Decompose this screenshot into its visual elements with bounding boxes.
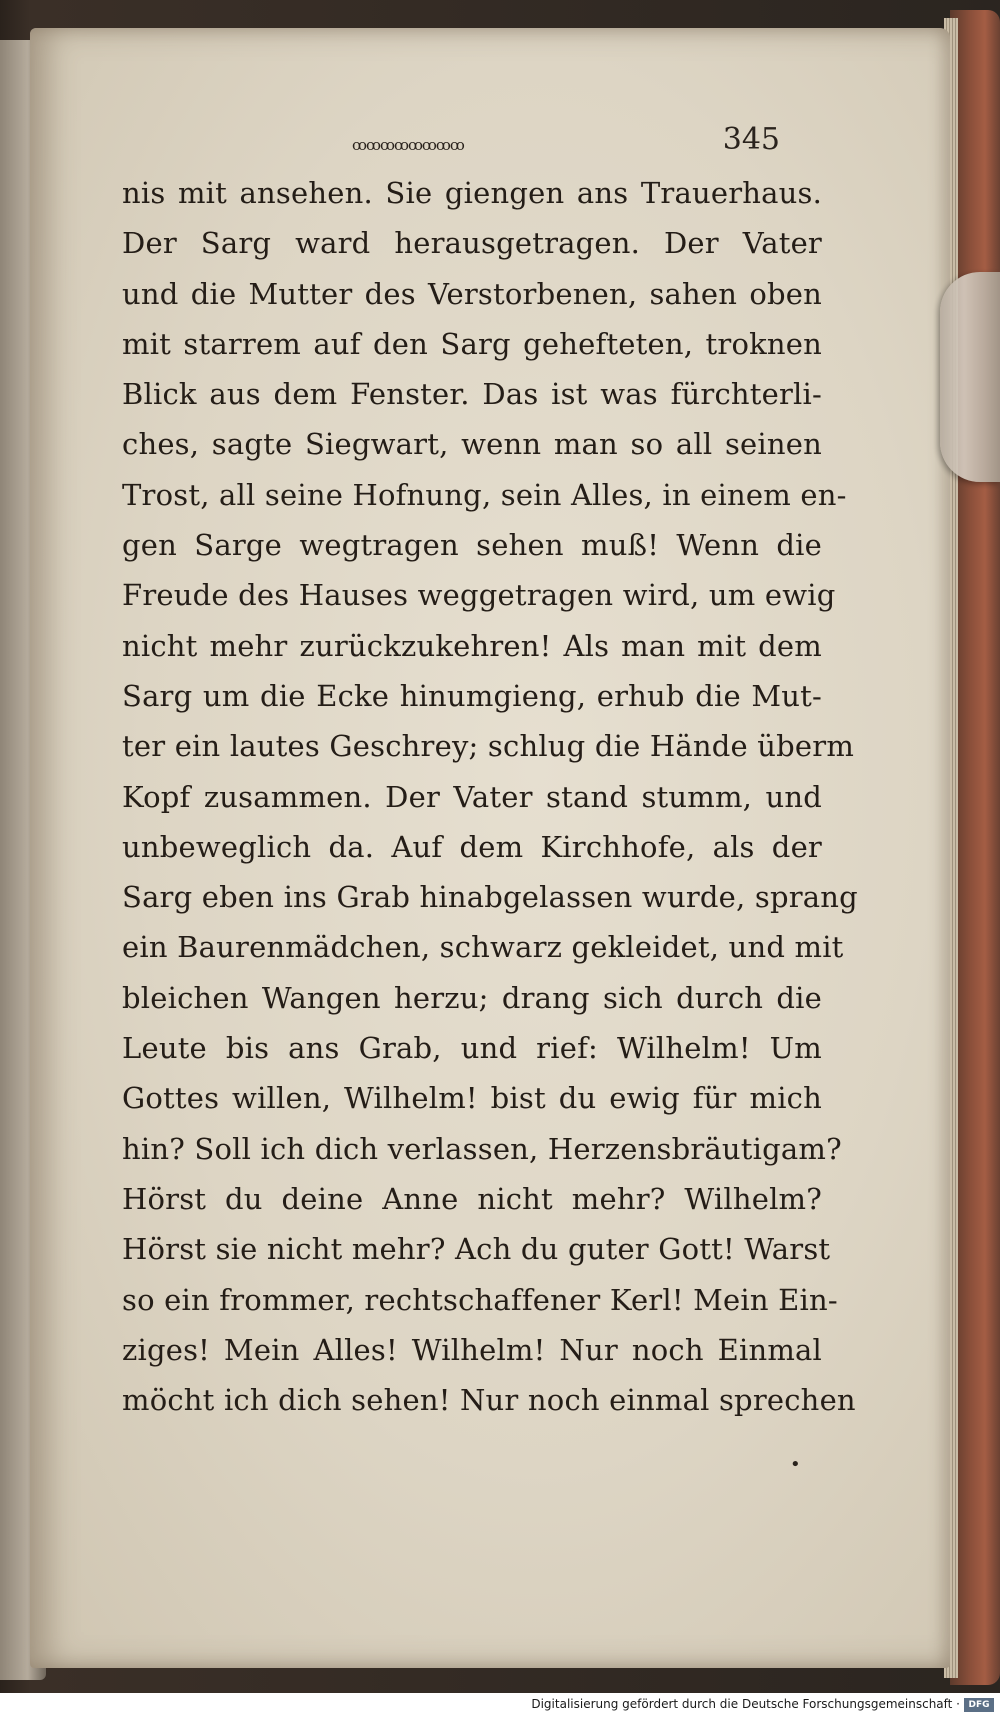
- text-line: hin? Soll ich dich verlassen, Herzensbräutigam?: [122, 1131, 842, 1166]
- text-line: ziges! Mein Alles! Wilhelm! Nur noch Einmal: [122, 1332, 822, 1367]
- text-line: so ein frommer, rechtschaffener Kerl! Mein Ein-: [122, 1282, 838, 1317]
- footer-bar: [0, 1693, 1000, 1719]
- catchmark: •: [790, 1454, 801, 1475]
- text-line: Hörst du deine Anne nicht mehr? Wilhelm?: [122, 1181, 822, 1216]
- page-header: [352, 122, 822, 162]
- text-line: Blick aus dem Fenster. Das ist was fürchterli-: [122, 377, 822, 412]
- text-line: Kopf zusammen. Der Vater stand stumm, und: [122, 779, 822, 814]
- text-line: Freude des Hauses weggetragen wird, um ewig: [122, 578, 836, 613]
- footer-credit: Digitalisierung gefördert durch die Deutsche Forschungsgemeinschaft ·: [531, 1697, 960, 1711]
- text-line: ches, sagte Siegwart, wenn man so all seinen: [122, 427, 822, 462]
- text-line: bleichen Wangen herzu; drang sich durch die: [122, 980, 822, 1015]
- text-line: gen Sarge wegtragen sehen muß! Wenn die: [122, 528, 822, 563]
- text-line: Leute bis ans Grab, und rief: Wilhelm! Um: [122, 1031, 822, 1066]
- text-line: Trost, all seine Hofnung, sein Alles, in einem en-: [122, 477, 847, 512]
- text-line: nicht mehr zurückzukehren! Als man mit dem: [122, 628, 822, 663]
- body-text: [122, 168, 858, 1425]
- text-line: nis mit ansehen. Sie giengen ans Trauerhaus.: [122, 176, 822, 210]
- text-line: unbeweglich da. Auf dem Kirchhofe, als der: [122, 829, 822, 864]
- text-line: Der Sarg ward herausgetragen. Der Vater: [122, 226, 822, 261]
- text-line: möcht ich dich sehen! Nur noch einmal sprechen: [122, 1383, 856, 1418]
- text-line: Sarg eben ins Grab hinabgelassen wurde, sprang: [122, 880, 858, 915]
- header-ornament: [352, 136, 552, 154]
- text-line: Hörst sie nicht mehr? Ach du guter Gott! Warst: [122, 1232, 831, 1267]
- text-line: ein Baurenmädchen, schwarz gekleidet, und mit: [122, 930, 844, 965]
- ornament-glyphs: ꝏꝏꝏꝏꝏꝏꝏꝏ: [352, 136, 464, 154]
- text-line: und die Mutter des Verstorbenen, sahen oben: [122, 276, 822, 311]
- dfg-logo: DFG: [964, 1698, 994, 1712]
- text-line: ter ein lautes Geschrey; schlug die Hände überm: [122, 729, 855, 764]
- page-clip: [940, 272, 1000, 482]
- text-line: Sarg um die Ecke hinumgieng, erhub die Mut-: [122, 678, 822, 713]
- text-line: mit starrem auf den Sarg gehefteten, troknen: [122, 326, 822, 361]
- page-number: 345: [722, 122, 780, 157]
- text-line: Gottes willen, Wilhelm! bist du ewig für mich: [122, 1081, 822, 1116]
